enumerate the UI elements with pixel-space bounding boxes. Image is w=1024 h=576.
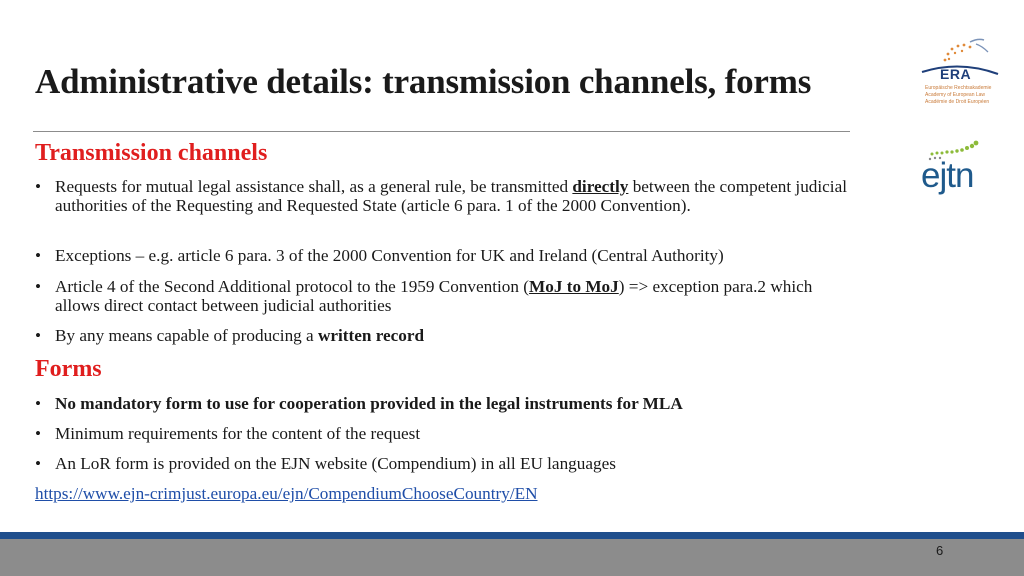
list-item [35,277,855,315]
bullet-dot: • [35,394,42,413]
emphasis-directly: directly [572,177,629,196]
bullet-dot: • [35,246,42,265]
bullet-text: between the competent judicial authorities of the Requesting and Requested State (article 6 para. 1 of the 2000 Convention). [55,177,847,215]
transmission-heading: Transmission channels [35,140,268,166]
bullet-text: Article 4 of the Second Additional protocol to the 1959 Convention ( [55,277,530,296]
slide-title: Administrative details: transmission channels, forms [35,62,812,101]
compendium-link[interactable]: https://www.ejn-crimjust.europa.eu/ejn/CompendiumChooseCountry/EN [35,484,538,503]
emphasis-written-record: written record [317,326,425,345]
bullet-dot: • [35,177,42,196]
era-logo-name: ERA [940,66,972,82]
ejtn-logo-name: ejtn [921,156,974,195]
emphasis-moj: MoJ to MoJ [529,277,619,296]
era-logo-line-1: Europäische Rechtsakademie [925,85,992,91]
bullet-dot: • [35,424,42,443]
footer-bar [0,539,1024,576]
list-item [35,246,855,265]
list-item [35,424,855,443]
page-number: 6 [936,543,944,558]
bullet-text: ) => exception para.2 which allows direct contact between judicial authorities [55,277,813,315]
bullet-text: Requests for mutual legal assistance shall, as a general rule, be transmitted [55,177,573,196]
list-item [35,177,855,215]
title-divider [33,131,850,132]
list-item [35,454,855,473]
bullet-text: No mandatory form to use for cooperation provided in the legal instruments for MLA [55,394,683,413]
bullet-text: An LoR form is provided on the EJN website (Compendium) in all EU languages [55,454,616,473]
list-item [35,394,855,413]
era-logo-line-3: Académie de Droit Européen [925,99,990,105]
forms-heading: Forms [35,356,102,382]
list-item [35,326,855,345]
bullet-text: Exceptions – e.g. article 6 para. 3 of the 2000 Convention for UK and Ireland (Central Authority) [55,246,724,265]
footer-blue-stripe [0,532,1024,539]
era-logo-line-2: Academy of European Law [925,92,986,98]
bullet-dot: • [35,454,42,473]
bullet-text: Minimum requirements for the content of the request [55,424,421,443]
bullet-dot: • [35,326,42,345]
bullet-dot: • [35,277,42,296]
bullet-text: By any means capable of producing a [55,326,318,345]
